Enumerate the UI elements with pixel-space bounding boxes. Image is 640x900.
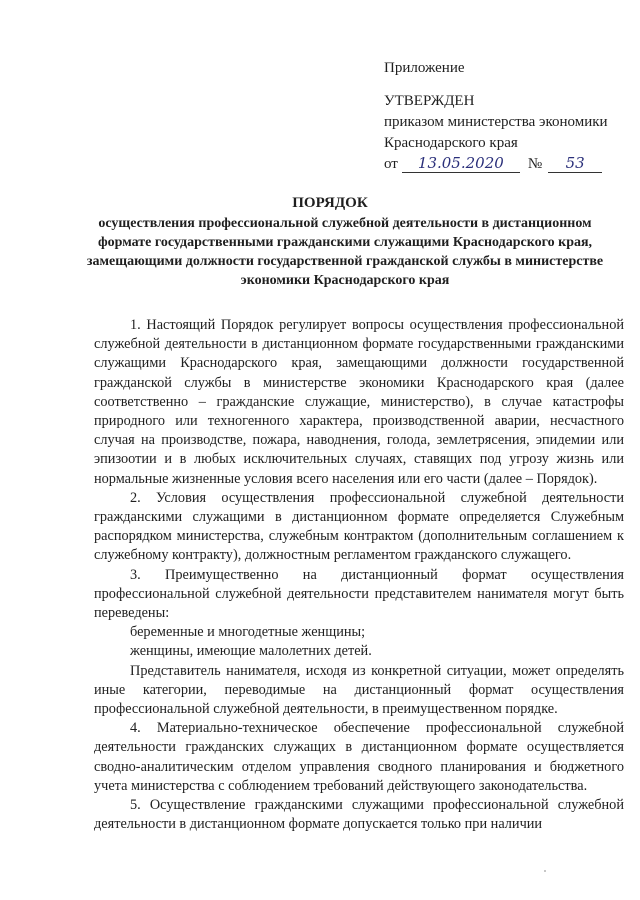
order-line-2: Краснодарского края xyxy=(384,135,518,151)
order-line-1: приказом министерства экономики xyxy=(384,114,608,130)
paragraph-4: 4. Материально-техническое обеспечение профессиональной служебной деятельности гражданских служащих в дистанционном формате осуществляется сводно-аналитическим отделом управления сводного планирования и бюджетного учета министерства с соблюдением требований действующего законодательства. xyxy=(94,720,624,794)
scan-speck xyxy=(544,870,546,872)
paragraph-2: 2. Условия осуществления профессиональной служебной деятельности гражданскими служащими в дистанционном формате определяется Служебным распорядком министерства, служебным контрактом (дополнительным соглашением к служебному контракту), должностным регламентом гражданского служащего. xyxy=(94,489,624,564)
document-body xyxy=(94,316,624,834)
paragraph-5: 5. Осуществление гражданскими служащими профессиональной служебной деятельности в дистанционном формате допускается только при наличии xyxy=(94,797,624,833)
list-item-women-children: женщины, имеющие малолетних детей. xyxy=(130,643,372,660)
date-prefix: от xyxy=(384,156,398,172)
paragraph-employer-note: Представитель нанимателя, исходя из конкретной ситуации, может определять иные категории, переводимые на дистанционный формат осуществления профессиональной служебной деятельности, в преимущественном порядке. xyxy=(94,662,624,718)
approval-block xyxy=(384,58,624,175)
document-subtitle: осуществления профессиональной служебной деятельности в дистанционном формате государственными гражданскими служащими Краснодарского края, замещающими должности государственной гражданской службы в министерстве экономики Краснодарского края xyxy=(86,216,604,288)
number-prefix: № xyxy=(527,156,543,172)
handwritten-number: 53 xyxy=(548,154,602,173)
list-item-pregnant: беременные и многодетные женщины; xyxy=(130,624,366,641)
paragraph-1: 1. Настоящий Порядок регулирует вопросы осуществления профессиональной служебной деятельности в дистанционном формате государственными гражданскими служащими Краснодарского края, замещающими должности государственной гражданской службы в министерстве экономики Краснодарского края (далее соответственно – гражданские служащие, министерство), в случае катастрофы природного или техногенного характера, производственной аварии, несчастного случая на производстве, пожара, наводнения, голода, землетрясения, эпидемии или эпизоотии и в любых исключительных случаях, ставящих под угрозу жизнь или нормальные жизненные условия всего населения или его части (далее – Порядок). xyxy=(94,317,624,487)
paragraph-3: 3. Преимущественно на дистанционный формат осуществления профессиональной служебной деятельности представителем нанимателя могут быть переведены: xyxy=(94,566,624,622)
order-date-line xyxy=(384,154,624,175)
document-title: ПОРЯДОК xyxy=(292,195,368,211)
handwritten-date: 13.05.2020 xyxy=(402,154,520,173)
appendix-label: Приложение xyxy=(384,60,465,76)
approved-label: УТВЕРЖДЕН xyxy=(384,93,475,109)
